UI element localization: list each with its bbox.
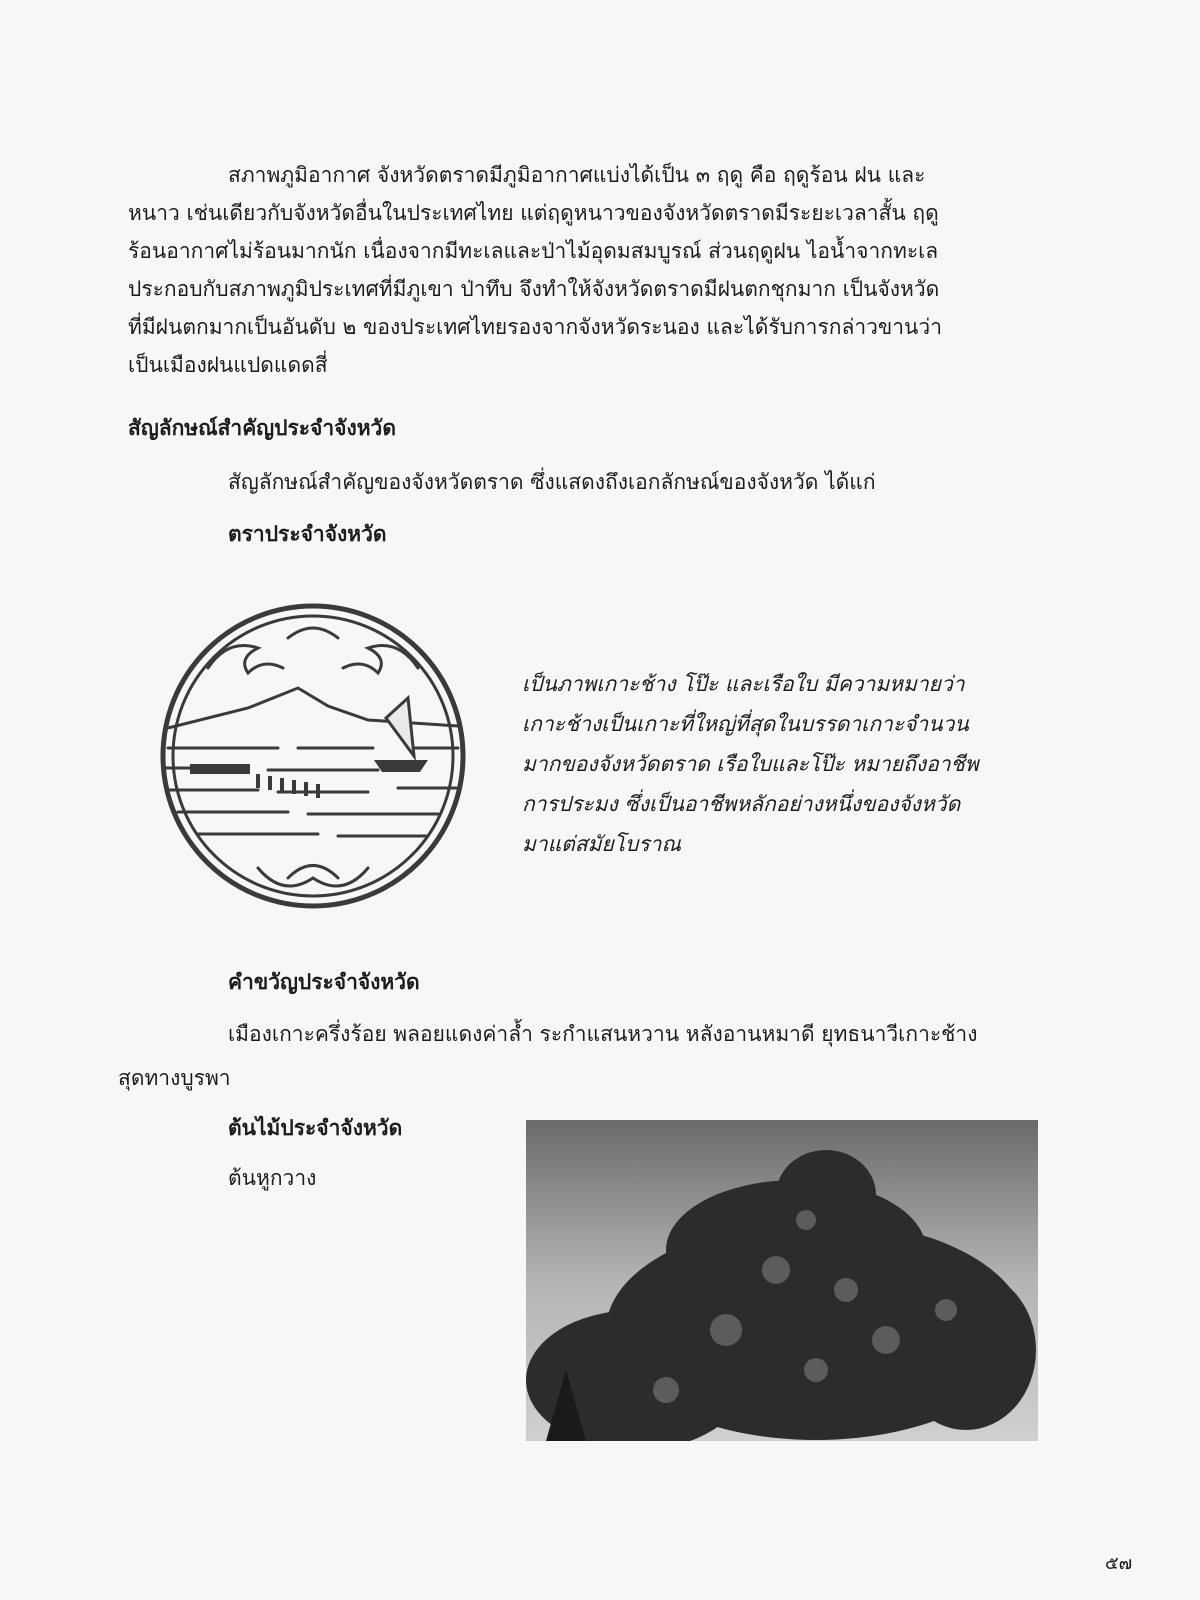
seal-description-line: มาแต่สมัยโบราณ bbox=[522, 832, 681, 856]
tree-photo bbox=[526, 1120, 1038, 1441]
symbols-heading: สัญลักษณ์สำคัญประจำจังหวัด bbox=[128, 416, 396, 440]
seal-description bbox=[522, 664, 1042, 864]
provincial-seal-image bbox=[138, 598, 488, 914]
motto-heading: คำขวัญประจำจังหวัด bbox=[228, 970, 420, 994]
climate-line: สภาพภูมิอากาศ จังหวัดตราดมีภูมิอากาศแบ่งได้เป็น ๓ ฤดู คือ ฤดูร้อน ฝน และ bbox=[228, 163, 926, 187]
motto-line: สุดทางบูรพา bbox=[118, 1066, 231, 1090]
seal-description-line: เป็นภาพเกาะช้าง โป๊ะ และเรือใบ มีความหมายว่า bbox=[522, 672, 965, 696]
symbols-intro: สัญลักษณ์สำคัญของจังหวัดตราด ซึ่งแสดงถึงเอกลักษณ์ของจังหวัด ได้แก่ bbox=[228, 470, 876, 494]
tree-heading: ต้นไม้ประจำจังหวัด bbox=[228, 1116, 403, 1140]
page-number: ๕๗ bbox=[1105, 1553, 1133, 1574]
tree-name: ต้นหูกวาง bbox=[228, 1166, 317, 1190]
climate-paragraph bbox=[128, 156, 1034, 384]
seal-description-line: เกาะช้างเป็นเกาะที่ใหญ่ที่สุดในบรรดาเกาะจำนวน bbox=[522, 712, 969, 736]
climate-line: ร้อนอากาศไม่ร้อนมากนัก เนื่องจากมีทะเลและป่าไม้อุดมสมบูรณ์ ส่วนฤดูฝน ไอน้ำจากทะเล bbox=[128, 239, 939, 263]
climate-line: เป็นเมืองฝนแปดแดดสี่ bbox=[128, 353, 328, 377]
seal-description-line: การประมง ซึ่งเป็นอาชีพหลักอย่างหนึ่งของจังหวัด bbox=[522, 792, 961, 816]
climate-line: ที่มีฝนตกมากเป็นอันดับ ๒ ของประเทศไทยรองจากจังหวัดระนอง และได้รับการกล่าวขานว่า bbox=[128, 315, 942, 339]
seal-heading: ตราประจำจังหวัด bbox=[228, 522, 387, 546]
seal-description-line: มากของจังหวัดตราด เรือใบและโป๊ะ หมายถึงอาชีพ bbox=[522, 752, 979, 776]
climate-line: ประกอบกับสภาพภูมิประเทศที่มีภูเขา ป่าทึบ จึงทำให้จังหวัดตราดมีฝนตกชุกมาก เป็นจังหวัด bbox=[128, 277, 940, 301]
climate-line: หนาว เช่นเดียวกับจังหวัดอื่นในประเทศไทย แต่ฤดูหนาวของจังหวัดตราดมีระยะเวลาสั้น ฤดู bbox=[128, 201, 939, 225]
motto-line: เมืองเกาะครึ่งร้อย พลอยแดงค่าล้ำ ระกำแสนหวาน หลังอานหมาดี ยุทธนาวีเกาะช้าง bbox=[228, 1022, 978, 1046]
